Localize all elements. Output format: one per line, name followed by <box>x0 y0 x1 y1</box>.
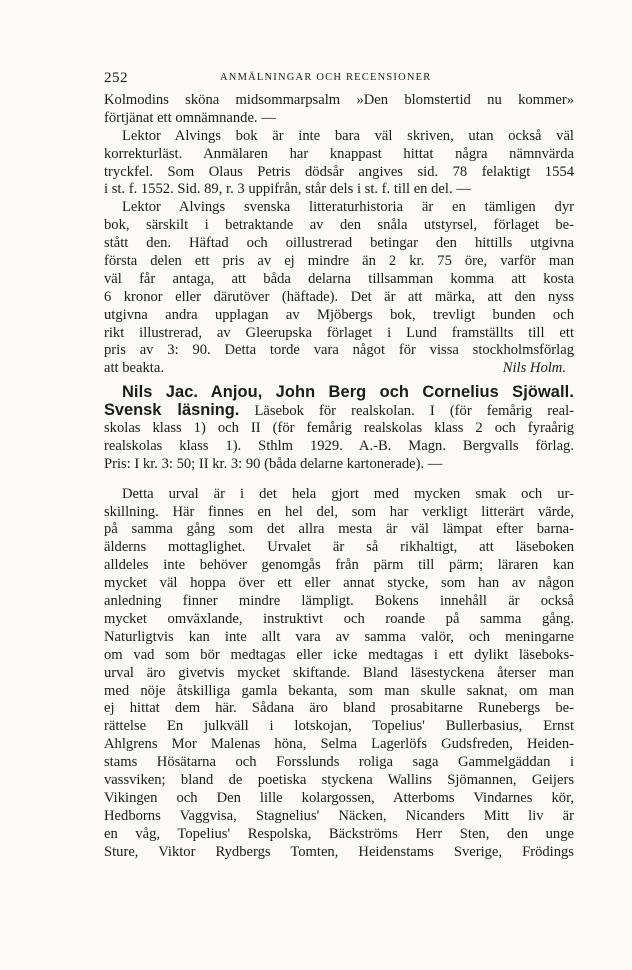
text-line: korrekturläst. Anmälaren har knappast hittat några nämnvärda <box>104 145 574 162</box>
text-line: stått den. Häftad och oillustrerad betingar den hittills utgivna <box>104 235 574 252</box>
text-line: alldeles inte behöver genomgås från pärm till pärm; läraren kan <box>104 557 574 574</box>
text-line: 6 kronor eller därutöver (häftade). Det är att märka, att den nyss <box>104 288 574 305</box>
text-line: skillning. Här finnes en hel del, som har verkligt litterärt värde, <box>104 503 574 520</box>
text-line: bok, särskilt i betraktande av den snåla utstyrsel, förlaget be- <box>104 217 574 234</box>
text-line: pris av 3: 90. Detta torde vara något för vissa stockholmsförlag <box>104 342 574 359</box>
text-line: Ahlgrens Mor Malenas höna, Selma Lagerlöfs Gudsfreden, Heiden- <box>104 736 574 753</box>
spacer <box>104 474 574 486</box>
text-line: stams Hösätarna och Forsslunds roliga saga Gammelgäddan i <box>104 754 574 771</box>
text-line: på samma gång som det allra mesta är väl lämpat efter barna- <box>104 521 574 538</box>
text-line: ej hittat dem här. Sådana äro bland prosabitarne Runebergs be- <box>104 700 574 717</box>
text-line: Sture, Viktor Rydbergs Tomten, Heidenstams Sverige, Frödings <box>104 843 574 860</box>
text-line: Vikingen och Den lille kolargossen, Atterboms Vindarnes kör, <box>104 789 574 806</box>
text-line: utgivna andra upplagan av Mjöbergs bok, trevligt bunden och <box>104 306 574 323</box>
text-line: i st. f. 1552. Sid. 89, r. 3 uppifrån, står dels i st. f. till en del. — <box>104 181 471 198</box>
text-line: mycket omväxlande, instruktivt och roande på samma gång. <box>104 610 574 627</box>
text-line: Naturligtvis kan inte allt vara av samma valör, och meningarne <box>104 628 574 645</box>
review-2-heading <box>104 384 574 473</box>
page <box>104 68 574 861</box>
text-line: väl får antaga, att båda delarna tillsamman komma att kosta <box>104 270 574 287</box>
text-line: att beakta. <box>104 360 164 377</box>
text-line: Detta urval är i det hela gjort med mycken smak och ur- <box>122 485 574 502</box>
text-line: älderns mottaglighet. Urvalet är så rikhaltigt, att läseboken <box>104 539 574 556</box>
text-line <box>104 402 574 420</box>
text-line: rättelse En julkväll i lotskojan, Topelius' Bullerbasius, Ernst <box>104 718 574 735</box>
text-line: anledning finner mindre lämpligt. Bokens innehåll är också <box>104 593 574 610</box>
page-number: 252 <box>104 70 128 86</box>
running-header <box>104 68 574 92</box>
review-2-body <box>104 486 574 862</box>
review-1-body <box>104 92 574 378</box>
text-line: Hedborns Vaggvisa, Stagnelius' Näcken, Nicanders Mitt liv är <box>104 807 574 824</box>
text-line: förtjänat ett omnämnande. — <box>104 109 276 126</box>
text-line: en våg, Topelius' Respolska, Bäckströms Herr Sten, den unge <box>104 825 574 842</box>
text-line: realskolas klass 1). Sthlm 1929. A.-B. Magn. Bergvalls förlag. <box>104 437 574 454</box>
text-line: med nöje åtskilliga gamla bekanta, som man skulle saknat, om man <box>104 682 574 699</box>
text-line: rikt illustrerad, av Gleerupska förlaget i Lund framställts till ett <box>104 324 574 341</box>
text-line: första delen ett pris av ej mindre än 2 kr. 75 öre, varför man <box>104 253 574 270</box>
running-title: ANMÄLNINGAR OCH RECENSIONER <box>220 72 432 83</box>
text-line: urval äro givetvis mycket skiftande. Bland läsestyckena återser man <box>104 664 574 681</box>
review-heading-authors: Nils Jac. Anjou, John Berg och Cornelius Sjöwall. <box>122 383 574 402</box>
text-line-with-signature <box>104 360 574 378</box>
text-line: Lektor Alvings svenska litteraturhistoria är en tämligen dyr <box>122 199 574 216</box>
book-title: Svensk läsning. <box>104 401 240 420</box>
signature: Nils Holm. <box>502 360 566 377</box>
text-line: Pris: I kr. 3: 50; II kr. 3: 90 (båda delarne kartonerade). — <box>104 455 443 472</box>
text-line: vassviken; bland de poetiska styckena Wallins Sjömannen, Geijers <box>104 771 574 788</box>
text-line: skolas klass 1) och II (för femårig realskolas klass 2 och fyraårig <box>104 420 574 437</box>
text-line: om vad som bör medtagas eller icke medtagas i ett dylikt läseboks- <box>104 646 574 663</box>
text-line: tryckfel. Som Olaus Petris dödsår angives sid. 78 felaktigt 1554 <box>104 163 574 180</box>
text-line: mycket väl hoppa över ett eller annat stycke, som han av någon <box>104 575 574 592</box>
text-line-rest: Läsebok för realskolan. I (för femårig real- <box>254 403 575 420</box>
text-line: Kolmodins sköna midsommarpsalm »Den blomstertid nu kommer» <box>104 92 574 108</box>
text-line: Lektor Alvings bok är inte bara väl skriven, utan också väl <box>122 127 574 144</box>
